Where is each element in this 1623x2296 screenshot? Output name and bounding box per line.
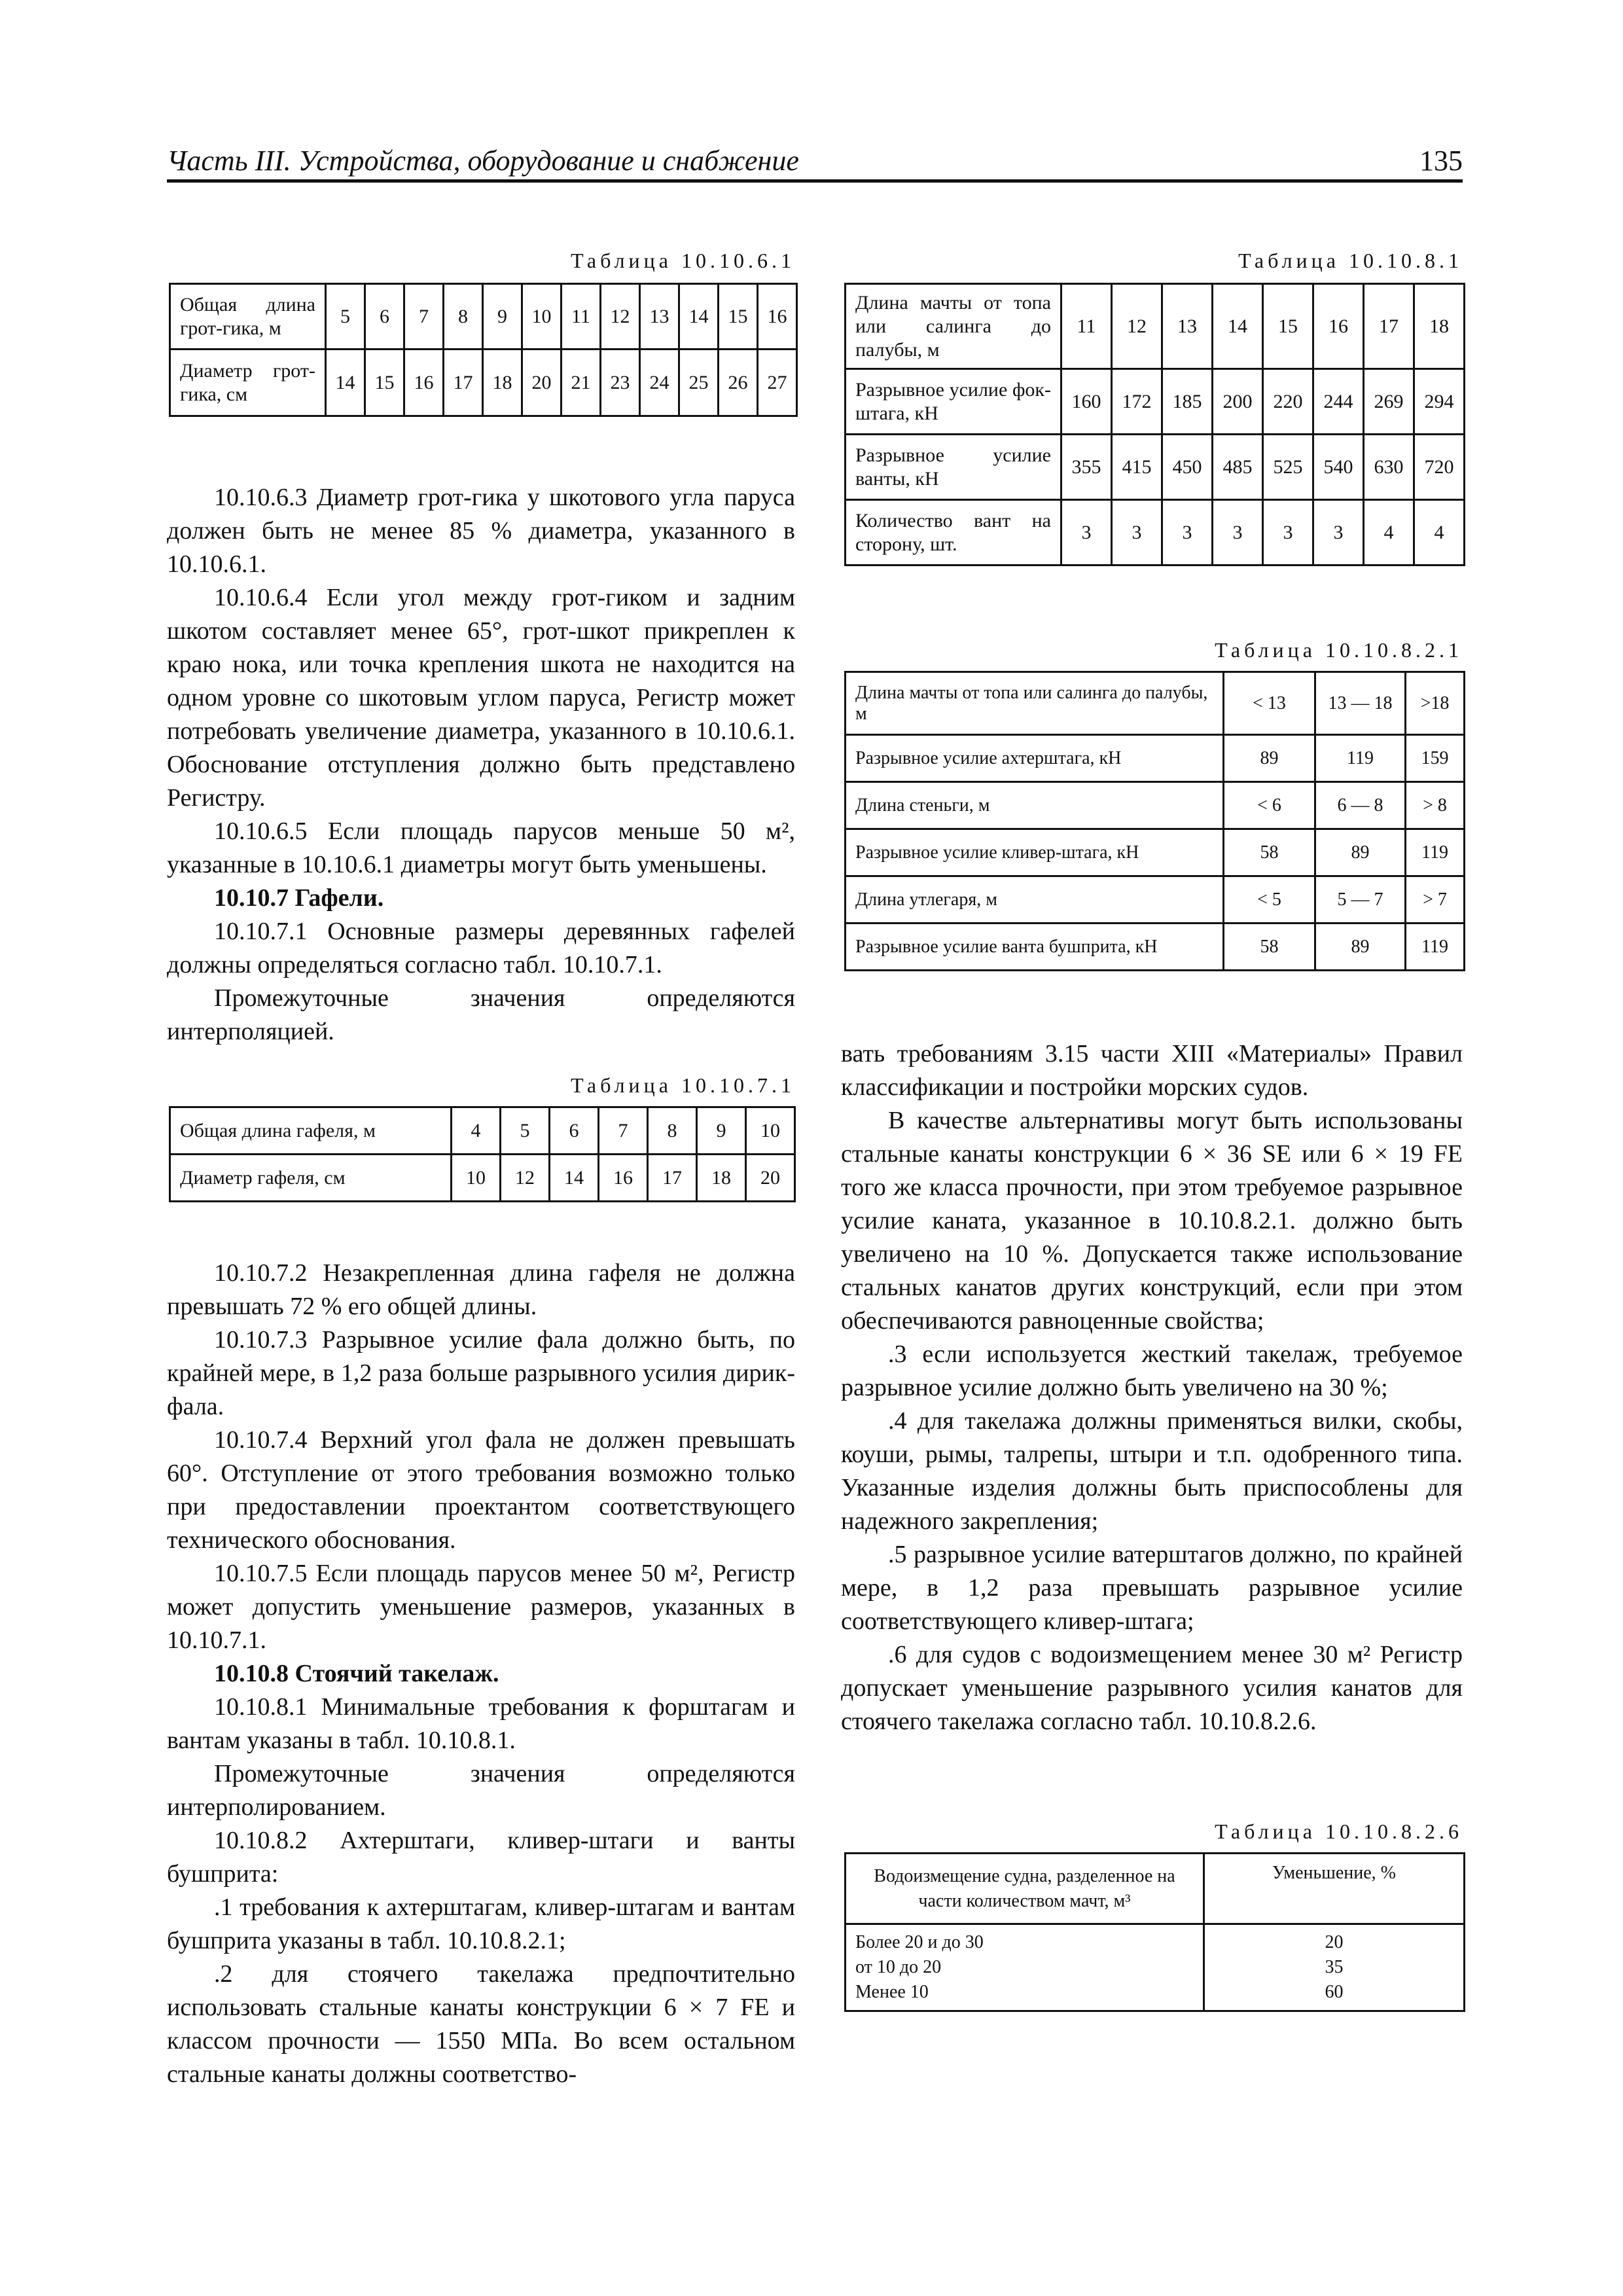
table-cell: 16 bbox=[1313, 284, 1364, 369]
table-cell: 24 bbox=[640, 350, 679, 416]
table-cell: 3 bbox=[1162, 500, 1213, 565]
table4-caption: Таблица 10.10.8.2.1 bbox=[1215, 638, 1463, 662]
table-cell-label: Менее 10 bbox=[855, 1982, 929, 2002]
right-text-block bbox=[841, 1037, 1463, 1738]
table-cell: 11 bbox=[562, 284, 601, 350]
table-cell: 415 bbox=[1112, 435, 1162, 500]
paragraph: вать требованиям 3.15 части XIII «Материалы» Правил классификации и постройки морских судов. bbox=[841, 1040, 1463, 1101]
table-cell: < 5 bbox=[1224, 876, 1315, 924]
table-cell: 160 bbox=[1061, 369, 1112, 435]
paragraph: 10.10.6.5 Если площадь парусов меньше 50 м², указанные в 10.10.6.1 диаметры могут быть уменьшены. bbox=[167, 817, 795, 878]
table-cell: 89 bbox=[1224, 735, 1315, 782]
header-title: Часть III. Устройства, оборудование и снабжение bbox=[167, 145, 799, 177]
table-cell: 15 bbox=[1263, 284, 1313, 369]
table-cell: 12 bbox=[1112, 284, 1162, 369]
table-cell: 630 bbox=[1364, 435, 1414, 500]
table-cell: 10 bbox=[522, 284, 562, 350]
table-cell: 3 bbox=[1061, 500, 1112, 565]
table-cell: 8 bbox=[444, 284, 483, 350]
table-cell-label: Разрывное усилие кливер-штага, кН bbox=[846, 829, 1224, 876]
table-cell: 21 bbox=[562, 350, 601, 416]
table-cell: 16 bbox=[599, 1155, 648, 1202]
table-row bbox=[170, 284, 797, 350]
table-cell: 200 bbox=[1213, 369, 1263, 435]
table1-caption: Таблица 10.10.6.1 bbox=[571, 249, 795, 272]
table-row bbox=[846, 1924, 1465, 2011]
table-cell: 16 bbox=[758, 284, 797, 350]
table-cell: 269 bbox=[1364, 369, 1414, 435]
table-cell-label: от 10 до 20 bbox=[855, 1957, 942, 1977]
table-cell-label: Общая длина гафеля, м bbox=[170, 1107, 452, 1155]
paragraph: .4 для такелажа должны применяться вилки, скобы, коуши, рымы, талрепы, штыри и т.п. одобренного типа. Указанные изделия должны быть приспособлены для надежного закрепления; bbox=[841, 1407, 1463, 1535]
table-cell: 3 bbox=[1112, 500, 1162, 565]
table-row bbox=[846, 435, 1465, 500]
paragraph: 10.10.7.2 Незакрепленная длина гафеля не должна превышать 72 % его общей длины. bbox=[167, 1259, 795, 1320]
table-10-10-6-1 bbox=[169, 283, 798, 417]
table-cell: 172 bbox=[1112, 369, 1162, 435]
table-cell: 5 — 7 bbox=[1315, 876, 1406, 924]
table-cell-label: Более 20 и до 30 bbox=[855, 1932, 984, 1952]
table-header-cell: Водоизмещение судна, разделенное на части количеством мачт, м³ bbox=[846, 1854, 1204, 1924]
table-cell: 14 bbox=[550, 1155, 599, 1202]
table-cell: 3 bbox=[1263, 500, 1313, 565]
table-cell-label: Разрывное усилие ахтерштага, кН bbox=[846, 735, 1224, 782]
table-cell: 8 bbox=[648, 1107, 697, 1155]
paragraph: 10.10.7.3 Разрывное усилие фала должно быть, по крайней мере, в 1,2 раза больше разрывного усилия дирик-фала. bbox=[167, 1326, 795, 1420]
table-cell: 35 bbox=[1325, 1957, 1344, 1977]
paragraph: .2 для стоячего такелажа предпочтительно использовать стальные канаты конструкции 6 × 7 FE и классом прочности — 1550 МПа. Во всем остальном стальные канаты должны соответство- bbox=[167, 1960, 795, 2088]
table-cell: 17 bbox=[648, 1155, 697, 1202]
table-cell: 5 bbox=[326, 284, 365, 350]
table-row bbox=[170, 350, 797, 416]
paragraph: .1 требования к ахтерштагам, кливер-штагам и вантам бушприта указаны в табл. 10.10.8.2.1; bbox=[167, 1893, 795, 1954]
table-row bbox=[170, 1107, 795, 1155]
table-cell: < 13 bbox=[1224, 672, 1315, 735]
table-cell: >18 bbox=[1406, 672, 1465, 735]
table-cell: 119 bbox=[1406, 924, 1465, 971]
table-cell: 11 bbox=[1061, 284, 1112, 369]
table-row bbox=[846, 284, 1465, 369]
table-cell: 185 bbox=[1162, 369, 1213, 435]
paragraph: .3 если используется жесткий такелаж, требуемое разрывное усилие должно быть увеличено на 30 %; bbox=[841, 1340, 1463, 1401]
table-cell: 26 bbox=[719, 350, 758, 416]
table-row bbox=[846, 829, 1465, 876]
table-cell: > 8 bbox=[1406, 782, 1465, 829]
table-cell: 12 bbox=[501, 1155, 550, 1202]
table-cell-label: Длина мачты от топа или салинга до палубы, м bbox=[846, 672, 1224, 735]
table-cell: 14 bbox=[679, 284, 719, 350]
table-cell: 18 bbox=[483, 350, 522, 416]
table-cell: 355 bbox=[1061, 435, 1112, 500]
table-cell: 27 bbox=[758, 350, 797, 416]
table-cell: 485 bbox=[1213, 435, 1263, 500]
table-row bbox=[846, 369, 1465, 435]
table-cell: 13 bbox=[1162, 284, 1213, 369]
table-cell: 244 bbox=[1313, 369, 1364, 435]
table-cell-label: Общая длина грот-гика, м bbox=[170, 284, 326, 350]
table-cell: < 6 bbox=[1224, 782, 1315, 829]
paragraph: Промежуточные значения определяются интерполированием. bbox=[167, 1760, 795, 1821]
paragraph: .6 для судов с водоизмещением менее 30 м² Регистр допускает уменьшение разрывного усилия канатов для стоячего такелажа согласно табл. 10.10.8.2.6. bbox=[841, 1641, 1463, 1735]
table-10-10-8-2-6 bbox=[844, 1852, 1465, 2012]
table-cell: 3 bbox=[1313, 500, 1364, 565]
table-cell: 540 bbox=[1313, 435, 1364, 500]
table-cell: 18 bbox=[1414, 284, 1465, 369]
table-row bbox=[846, 924, 1465, 971]
table-cell: > 7 bbox=[1406, 876, 1465, 924]
table-cell: 20 bbox=[1325, 1932, 1344, 1952]
table-cell: 4 bbox=[1414, 500, 1465, 565]
table-cell: 25 bbox=[679, 350, 719, 416]
table-cell-label: Разрывное усилие ванты, кН bbox=[846, 435, 1061, 500]
table-cell: 5 bbox=[501, 1107, 550, 1155]
table-cell: 17 bbox=[444, 350, 483, 416]
table-cell: 450 bbox=[1162, 435, 1213, 500]
section-heading: 10.10.8 Стоячий такелаж. bbox=[214, 1660, 499, 1687]
table-cell: 15 bbox=[365, 350, 404, 416]
table-cell: 6 bbox=[365, 284, 404, 350]
table-cell: 15 bbox=[719, 284, 758, 350]
table-cell: 14 bbox=[1213, 284, 1263, 369]
paragraph: 10.10.6.3 Диаметр грот-гика у шкотового угла паруса должен быть не менее 85 % диаметра, указанного в 10.10.6.1. bbox=[167, 484, 795, 578]
table-cell: 13 bbox=[640, 284, 679, 350]
table2-caption: Таблица 10.10.7.1 bbox=[571, 1073, 795, 1097]
table3-caption: Таблица 10.10.8.1 bbox=[1238, 249, 1463, 272]
table-cell-label: Разрывное усилие ванта бушприта, кН bbox=[846, 924, 1224, 971]
table-cell: 3 bbox=[1213, 500, 1263, 565]
table-cell: 16 bbox=[404, 350, 444, 416]
table-10-10-7-1 bbox=[169, 1106, 796, 1202]
table-cell: 159 bbox=[1406, 735, 1465, 782]
left-text-block-1 bbox=[167, 481, 795, 1049]
table-10-10-8-2-1 bbox=[844, 671, 1465, 971]
table-cell-label: Разрывное усилие фок-штага, кН bbox=[846, 369, 1061, 435]
table-row bbox=[846, 876, 1465, 924]
paragraph: .5 разрывное усилие ватерштагов должно, по крайней мере, в 1,2 раза превышать разрывное усилие соответствующего кливер-штага; bbox=[841, 1541, 1463, 1635]
paragraph: 10.10.8.2 Ахтерштаги, кливер-штаги и ванты бушприта: bbox=[167, 1827, 795, 1888]
table-cell-label: Длина стеньги, м bbox=[846, 782, 1224, 829]
paragraph: 10.10.7.5 Если площадь парусов менее 50 м², Регистр может допустить уменьшение размеров, указанных в 10.10.7.1. bbox=[167, 1560, 795, 1654]
table-cell-label: Длина утлегаря, м bbox=[846, 876, 1224, 924]
table-cell: 58 bbox=[1224, 924, 1315, 971]
paragraph: 10.10.7.1 Основные размеры деревянных гафелей должны определяться согласно табл. 10.10.7.1. bbox=[167, 918, 795, 978]
table-cell: 294 bbox=[1414, 369, 1465, 435]
table-cell: 9 bbox=[697, 1107, 746, 1155]
table-cell: 119 bbox=[1406, 829, 1465, 876]
table-row bbox=[846, 782, 1465, 829]
table-cell: 17 bbox=[1364, 284, 1414, 369]
table-cell-values bbox=[1204, 1924, 1465, 2011]
table-cell: 4 bbox=[1364, 500, 1414, 565]
table-cell: 6 bbox=[550, 1107, 599, 1155]
table-cell: 220 bbox=[1263, 369, 1313, 435]
left-text-block-2 bbox=[167, 1257, 795, 2091]
table-cell: 9 bbox=[483, 284, 522, 350]
table-cell-label: Диаметр гафеля, см bbox=[170, 1155, 452, 1202]
table-cell: 7 bbox=[404, 284, 444, 350]
table-cell: 23 bbox=[601, 350, 640, 416]
table-cell-label: Длина мачты от топа или салинга до палубы, м bbox=[846, 284, 1061, 369]
table-cell: 525 bbox=[1263, 435, 1313, 500]
table-cell: 60 bbox=[1325, 1982, 1344, 2002]
table-cell: 10 bbox=[452, 1155, 501, 1202]
table-cell: 13 — 18 bbox=[1315, 672, 1406, 735]
table-cell: 58 bbox=[1224, 829, 1315, 876]
table-cell: 4 bbox=[452, 1107, 501, 1155]
table-cell: 18 bbox=[697, 1155, 746, 1202]
paragraph: 10.10.7.4 Верхний угол фала не должен превышать 60°. Отступление от этого требования возможно только при предоставлении проектантом соответствующего технического обоснования. bbox=[167, 1426, 795, 1554]
section-heading: 10.10.7 Гафели. bbox=[214, 884, 384, 912]
table-cell: 89 bbox=[1315, 924, 1406, 971]
table-cell: 7 bbox=[599, 1107, 648, 1155]
table5-caption: Таблица 10.10.8.2.6 bbox=[1215, 1820, 1463, 1843]
table-row bbox=[846, 500, 1465, 565]
page-header bbox=[167, 140, 1463, 183]
page-number: 135 bbox=[1419, 145, 1463, 177]
paragraph: 10.10.8.1 Минимальные требования к форштагам и вантам указаны в табл. 10.10.8.1. bbox=[167, 1693, 795, 1754]
table-cell: 20 bbox=[746, 1155, 795, 1202]
table-cell-label: Диаметр грот-гика, см bbox=[170, 350, 326, 416]
table-row bbox=[846, 735, 1465, 782]
table-cell-label: Количество вант на сторону, шт. bbox=[846, 500, 1061, 565]
table-cell: 720 bbox=[1414, 435, 1465, 500]
table-cell: 89 bbox=[1315, 829, 1406, 876]
table-cell: 20 bbox=[522, 350, 562, 416]
table-header-row bbox=[846, 1854, 1465, 1924]
table-cell-labels bbox=[846, 1924, 1204, 2011]
table-row bbox=[846, 672, 1465, 735]
table-cell: 14 bbox=[326, 350, 365, 416]
table-cell: 119 bbox=[1315, 735, 1406, 782]
table-cell: 10 bbox=[746, 1107, 795, 1155]
table-header-cell: Уменьшение, % bbox=[1204, 1854, 1465, 1924]
table-cell: 12 bbox=[601, 284, 640, 350]
table-row bbox=[170, 1155, 795, 1202]
table-10-10-8-1 bbox=[844, 283, 1465, 566]
paragraph: 10.10.6.4 Если угол между грот-гиком и задним шкотом составляет менее 65°, грот-шкот прикреплен к краю нока, или точка крепления шкота не находится на одном уровне со шкотовым углом паруса, Регистр может потребовать увеличение диаметра, указанного в 10.10.6.1. Обоснование отступления должно быть представлено Регистру. bbox=[167, 584, 795, 812]
paragraph: Промежуточные значения определяются интерполяцией. bbox=[167, 984, 795, 1045]
paragraph: В качестве альтернативы могут быть использованы стальные канаты конструкции 6 × 36 SE или 6 × 19 FE того же класса прочности, при этом требуемое разрывное усилие каната, указанное в 10.10.8.2.1. должно быть увеличено на 10 %. Допускается также использование стальных канатов других конструкций, если при этом обеспечиваются равноценные свойства; bbox=[841, 1107, 1463, 1335]
table-cell: 6 — 8 bbox=[1315, 782, 1406, 829]
